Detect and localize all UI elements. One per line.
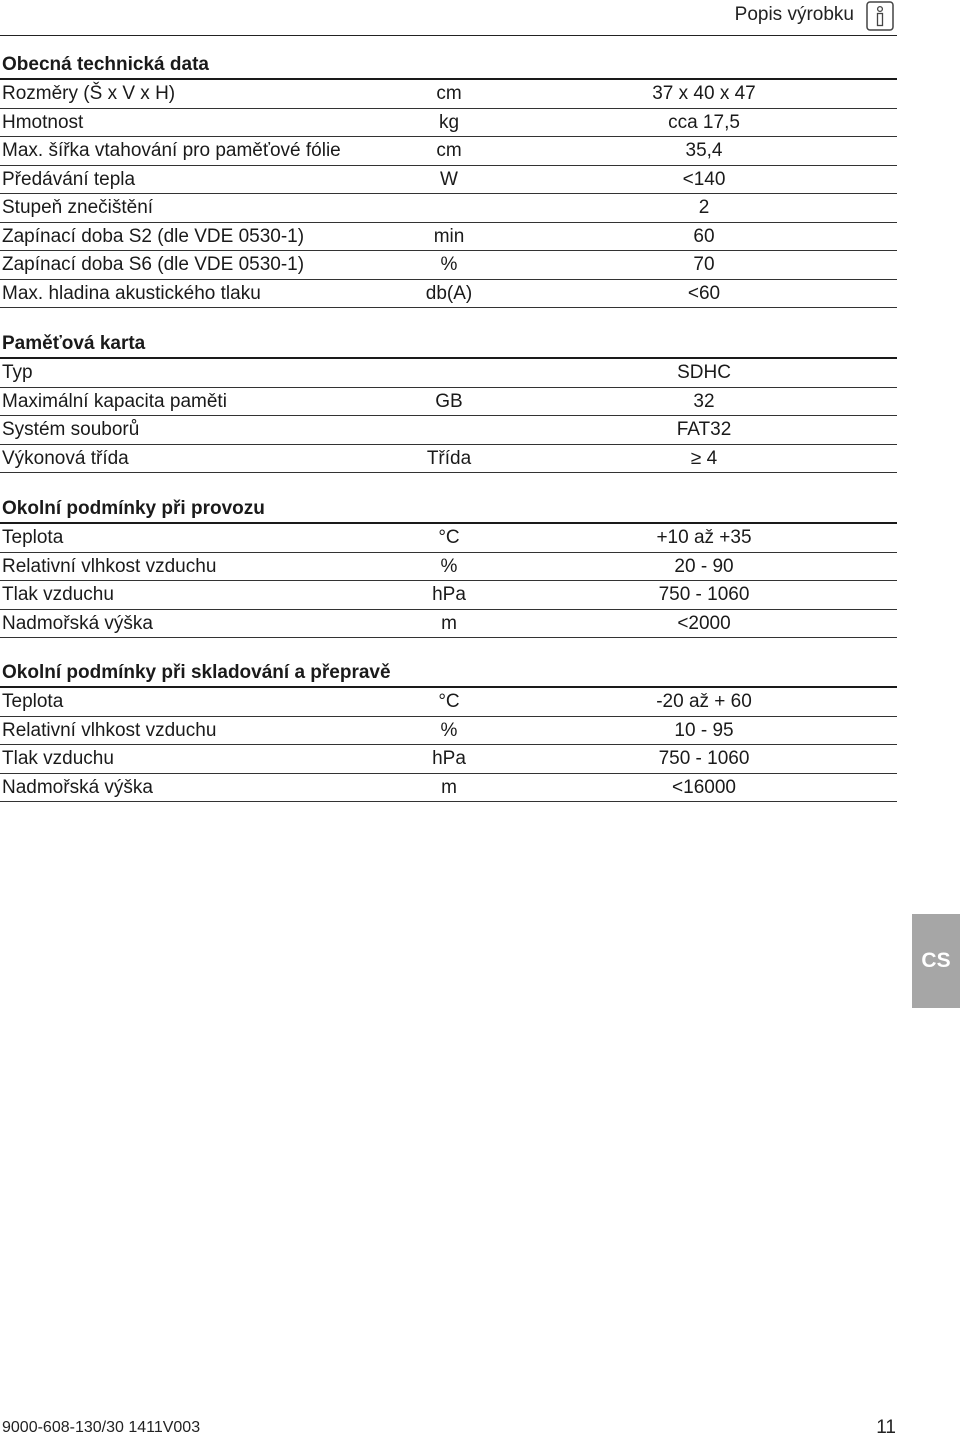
row-label: Relativní vlhkost vzduchu <box>2 555 217 577</box>
section-general-technical-data <box>0 52 897 308</box>
page-header-title: Popis výrobku <box>734 4 854 25</box>
header-divider <box>0 35 897 36</box>
table-row <box>0 524 897 553</box>
row-value: ≥ 4 <box>690 447 718 469</box>
section-title: Paměťová karta <box>0 331 897 359</box>
table-row <box>0 445 897 474</box>
table-row <box>0 194 897 223</box>
table-row <box>0 80 897 109</box>
row-label: Rozměry (Š x V x H) <box>2 83 176 104</box>
row-label: Max. hladina akustického tlaku <box>2 282 261 304</box>
section-title: Okolní podmínky při skladování a přepravě <box>0 660 897 688</box>
row-unit: min <box>433 225 465 247</box>
row-label: Zapínací doba S6 (dle VDE 0530-1) <box>2 254 305 275</box>
row-unit: m <box>441 776 457 798</box>
section-operating-conditions <box>0 496 897 638</box>
table-row <box>0 109 897 138</box>
row-value: cca 17,5 <box>668 111 740 133</box>
table-row <box>0 280 897 309</box>
row-value: <60 <box>687 282 721 304</box>
section-memory-card <box>0 331 897 473</box>
table-row <box>0 581 897 610</box>
row-value: -20 až + 60 <box>656 691 752 712</box>
language-tab <box>912 914 960 1008</box>
row-value: 60 <box>693 225 715 247</box>
row-value: FAT32 <box>676 419 732 440</box>
row-label: Předávání tepla <box>2 168 136 190</box>
row-value: 35,4 <box>685 140 723 161</box>
table-row <box>0 553 897 582</box>
row-label: Výkonová třída <box>2 447 129 469</box>
row-value: 2 <box>698 197 710 218</box>
row-label: Nadmořská výška <box>2 612 153 634</box>
row-label: Maximální kapacita paměti <box>2 390 227 412</box>
section-title: Okolní podmínky při provozu <box>0 496 897 524</box>
row-unit: GB <box>435 390 463 412</box>
row-unit: cm <box>436 83 462 104</box>
table-row <box>0 223 897 252</box>
table-row <box>0 688 897 717</box>
row-unit: % <box>440 254 458 275</box>
language-tab-label: CS <box>921 949 951 972</box>
section-storage-transport-conditions <box>0 660 897 802</box>
row-label: Tlak vzduchu <box>2 584 114 605</box>
row-unit: % <box>440 719 458 741</box>
row-unit: m <box>441 612 457 634</box>
row-value: 37 x 40 x 47 <box>652 83 756 104</box>
table-row <box>0 137 897 166</box>
row-unit: W <box>440 168 458 190</box>
row-value: 750 - 1060 <box>658 748 750 769</box>
row-value: SDHC <box>677 362 731 383</box>
row-label: Stupeň znečištění <box>2 197 154 218</box>
row-label: Teplota <box>2 691 64 712</box>
page-number: 11 <box>876 1417 896 1438</box>
row-label: Teplota <box>2 527 64 548</box>
row-value: 70 <box>693 254 715 275</box>
row-unit: °C <box>438 527 460 548</box>
row-value: 20 - 90 <box>674 555 734 577</box>
row-unit: hPa <box>432 748 466 769</box>
row-value: 10 - 95 <box>674 719 734 741</box>
row-unit: db(A) <box>425 282 473 304</box>
table-row <box>0 717 897 746</box>
info-icon <box>866 1 894 31</box>
row-label: Max. šířka vtahování pro paměťové fólie <box>2 140 341 161</box>
row-value: 32 <box>693 390 715 412</box>
row-unit: % <box>440 555 458 577</box>
row-unit: Třída <box>426 447 472 469</box>
row-label: Tlak vzduchu <box>2 748 114 769</box>
row-label: Hmotnost <box>2 111 84 133</box>
row-unit: hPa <box>432 584 466 605</box>
table-row <box>0 359 897 388</box>
row-value: 750 - 1060 <box>658 584 750 605</box>
table-row <box>0 251 897 280</box>
row-value: <16000 <box>672 776 736 798</box>
table-row <box>0 388 897 417</box>
row-unit: cm <box>436 140 462 161</box>
table-row <box>0 745 897 774</box>
row-label: Relativní vlhkost vzduchu <box>2 719 217 741</box>
table-row <box>0 416 897 445</box>
row-label: Nadmořská výška <box>2 776 153 798</box>
table-row <box>0 166 897 195</box>
table-row <box>0 610 897 639</box>
row-unit: kg <box>438 111 460 133</box>
row-unit: °C <box>438 691 460 712</box>
row-label: Systém souborů <box>2 419 140 440</box>
row-label: Typ <box>2 362 33 383</box>
document-code: 9000-608-130/30 1411V003 <box>2 1419 201 1436</box>
row-value: <2000 <box>677 612 731 634</box>
table-row <box>0 774 897 803</box>
row-value: +10 až +35 <box>656 527 752 548</box>
section-title: Obecná technická data <box>0 52 897 80</box>
row-label: Zapínací doba S2 (dle VDE 0530-1) <box>2 225 305 247</box>
row-value: <140 <box>682 168 726 190</box>
